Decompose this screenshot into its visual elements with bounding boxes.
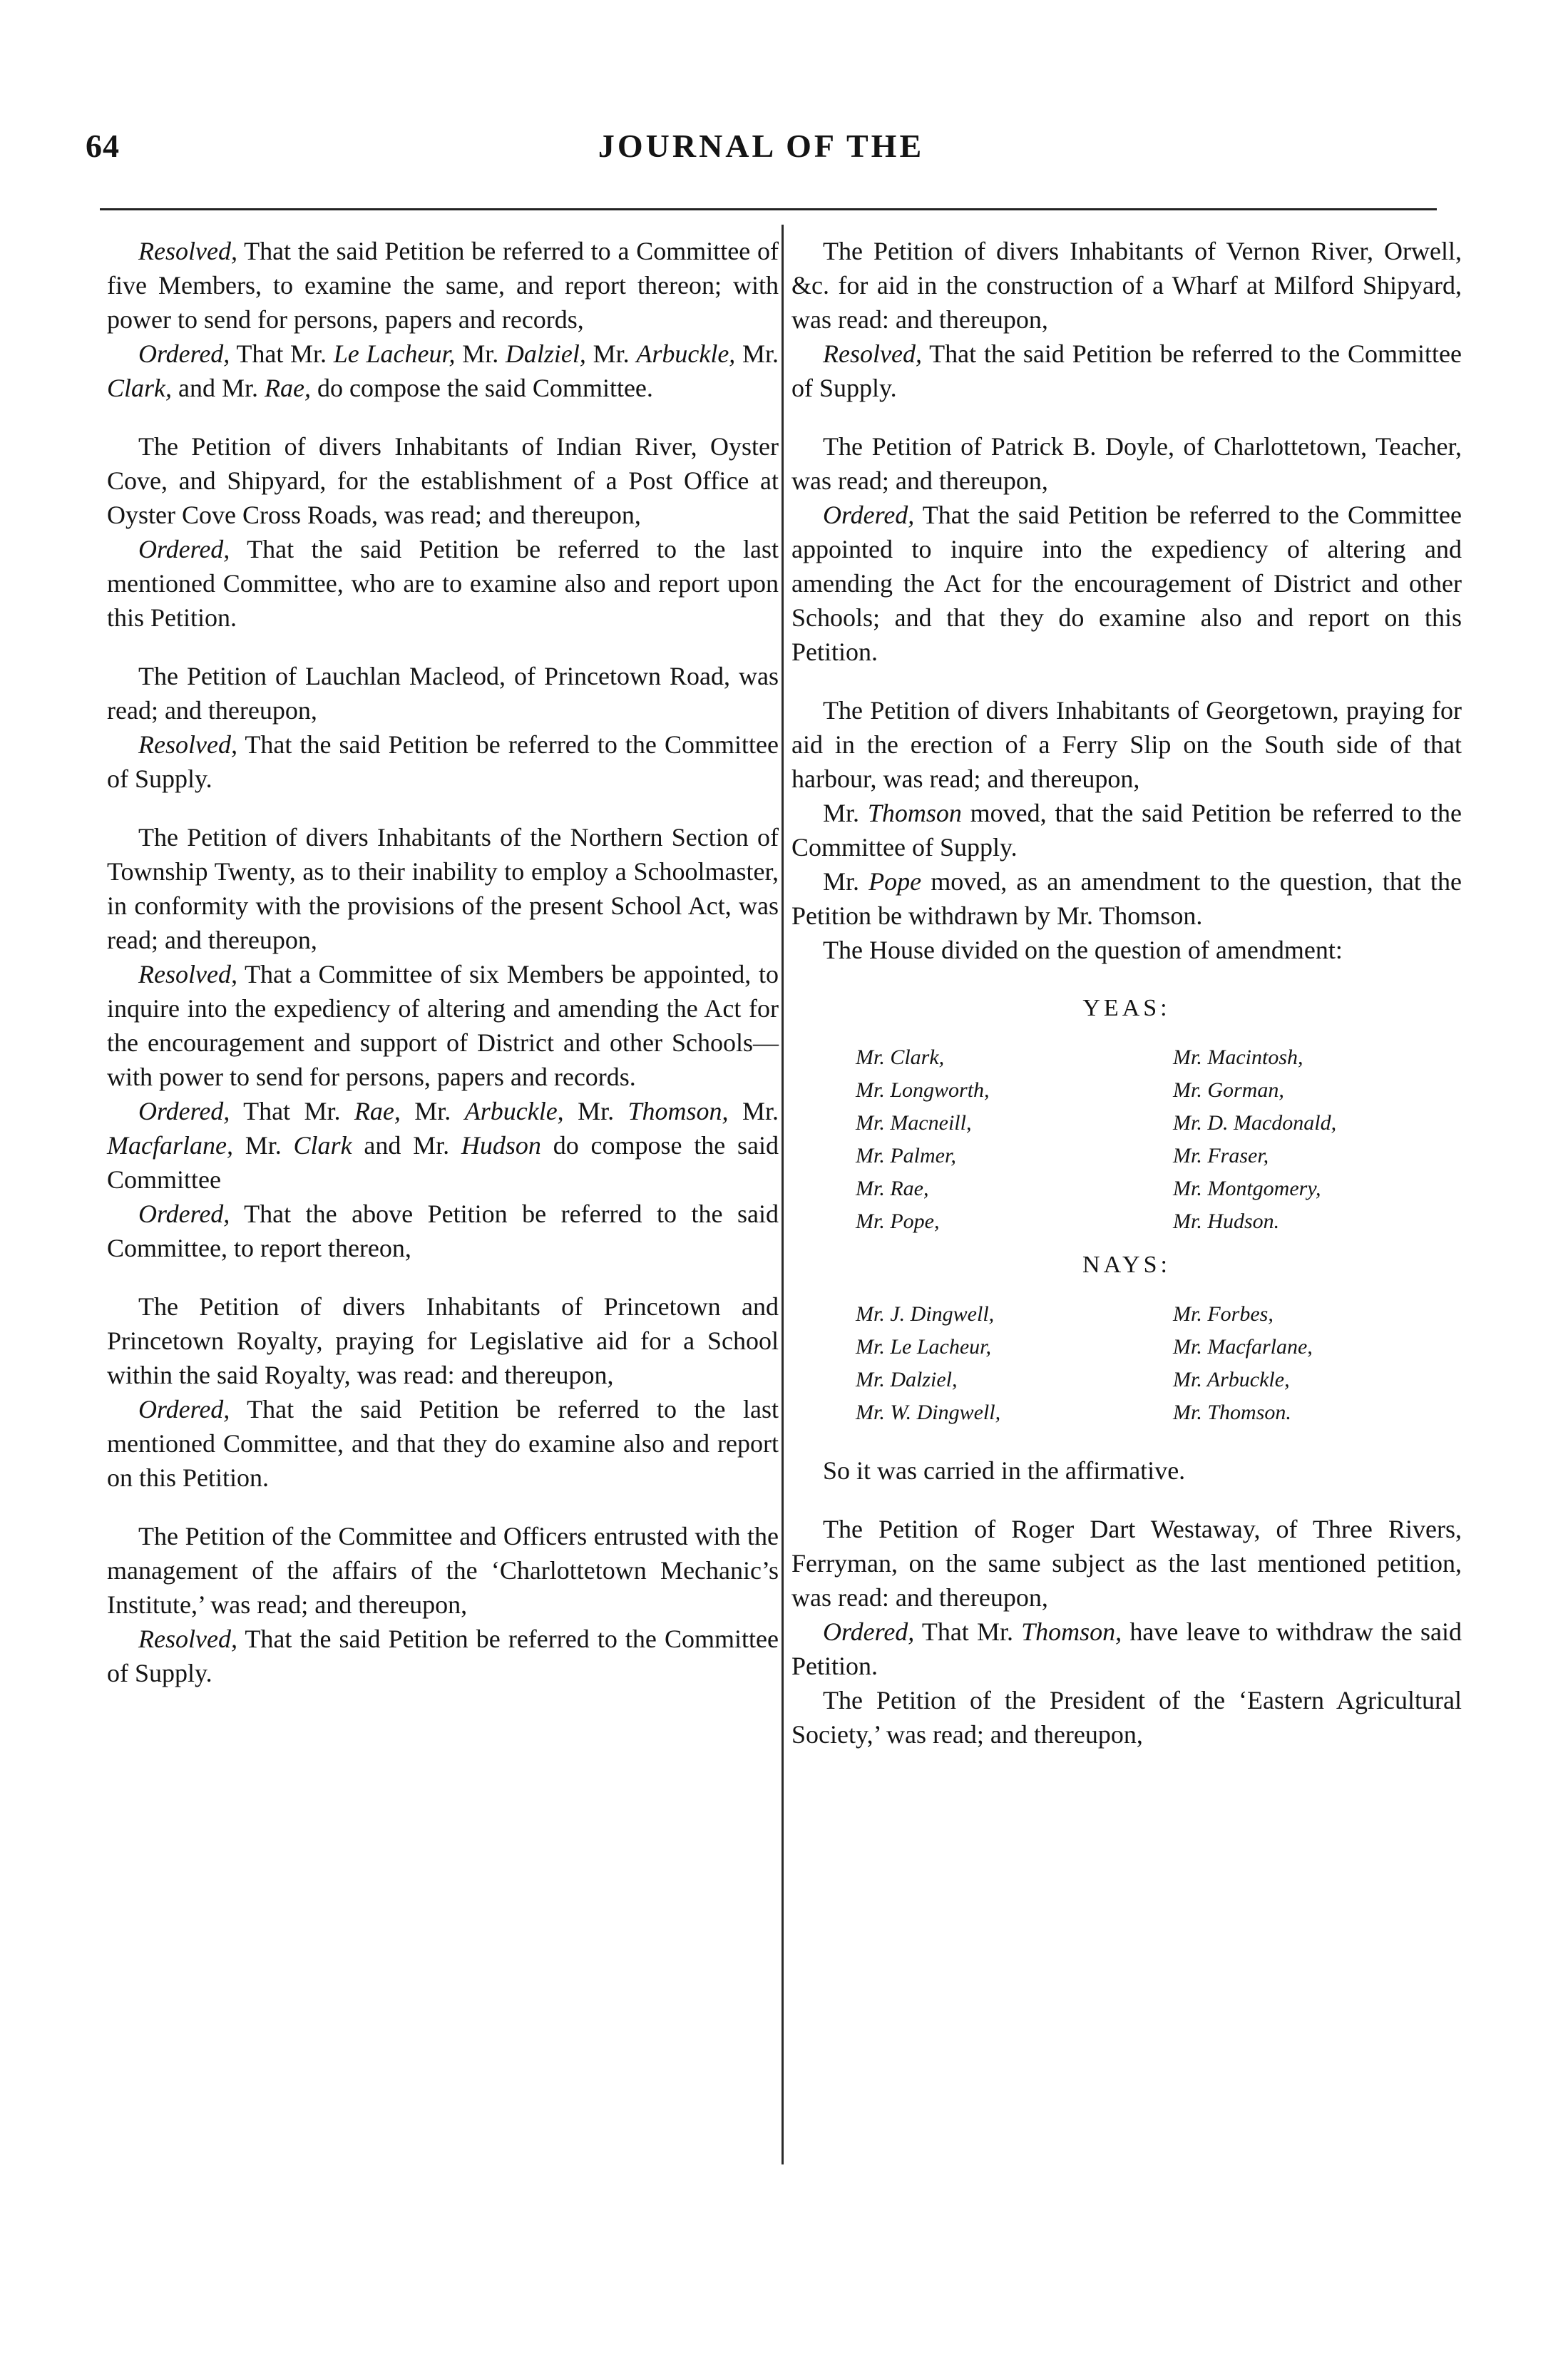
yeas-heading: YEAS:: [1082, 995, 1171, 1021]
nay-member: Mr. Forbes,: [1173, 1302, 1274, 1326]
paragraph-vernon-river-petition: The Petition of divers Inhabitants of Vernon River, Orwell, &c. for aid in the construction of a Wharf at Milford Shipyard, was read: and thereupon, Resolved, That the said Petition be referred to the Committee of Supply.: [791, 234, 1462, 405]
agricultural-society-petition: The Petition of the President of the ‘Eastern Agricultural Society,’ was read; and thereupon,: [791, 1686, 1462, 1749]
yea-member: Mr. Macintosh,: [1173, 1046, 1303, 1069]
nay-member: Mr. J. Dingwell,: [856, 1302, 995, 1326]
nays-heading: NAYS:: [1082, 1252, 1171, 1278]
yea-member: Mr. Hudson.: [1173, 1210, 1280, 1233]
yeas-list: [791, 1041, 1462, 1238]
paragraph-committee-five: [107, 234, 779, 405]
nay-member: Mr. Thomson.: [1173, 1401, 1291, 1424]
motion-line: Mr. Thomson moved, that the said Petition be referred to the Committee of Supply.: [791, 799, 1462, 862]
resolution-line: Resolved, That the said Petition be referred to a Committee of five Members, to examine the same, and report thereon; with power to send for persons, papers and records,: [107, 237, 779, 334]
running-title: JOURNAL OF THE: [598, 128, 925, 164]
left-column: [107, 234, 779, 1714]
paragraph-indian-river-petition: The Petition of divers Inhabitants of Indian River, Oyster Cove, and Shipyard, for the establishment of a Post Office at Oyster Cove Cross Roads, was read; and thereupon, Ordered, That the said Petition be referred to the last mentioned Committee, who are to examine also and report upon this Petition.: [107, 429, 779, 635]
yea-member: Mr. Clark,: [856, 1046, 945, 1069]
yea-member: Mr. Fraser,: [1173, 1144, 1269, 1167]
nay-member: Mr. W. Dingwell,: [856, 1401, 1001, 1424]
nay-member: Mr. Arbuckle,: [1173, 1368, 1290, 1391]
order-line: Ordered, That Mr. Rae, Mr. Arbuckle, Mr. Thomson, Mr. Macfarlane, Mr. Clark and Mr. Hudson do compose the said Committee: [107, 1097, 779, 1194]
resolution-line: Resolved, That the said Petition be referred to the Committee of Supply.: [791, 339, 1462, 402]
right-column: [791, 234, 1462, 1776]
yea-member: Mr. Rae,: [856, 1177, 929, 1200]
order-line: Ordered, That the said Petition be referred to the last mentioned Committee, who are to examine also and report upon this Petition.: [107, 535, 779, 632]
paragraph-doyle-petition: The Petition of Patrick B. Doyle, of Charlottetown, Teacher, was read; and thereupon, Ordered, That the said Petition be referred to the Committee appointed to inquire into the expediency of altering and amending the Act for the encouragement of District and other Schools; and that they do examine also and report on this Petition.: [791, 429, 1462, 669]
yea-member: Mr. Gorman,: [1173, 1078, 1284, 1102]
resolution-line: Resolved, That the said Petition be referred to the Committee of Supply.: [107, 730, 779, 793]
yea-member: Mr. D. Macdonald,: [1173, 1111, 1337, 1135]
yea-member: Mr. Palmer,: [856, 1144, 956, 1167]
yea-member: Mr. Montgomery,: [1173, 1177, 1321, 1200]
yea-member: Mr. Longworth,: [856, 1078, 990, 1102]
amendment-line: Mr. Pope moved, as an amendment to the question, that the Petition be withdrawn by Mr. Thomson.: [791, 867, 1462, 930]
nay-member: Mr. Macfarlane,: [1173, 1335, 1313, 1359]
header-rule: [100, 208, 1437, 210]
page-number: 64: [86, 128, 120, 164]
order-line: Ordered, That the said Petition be referred to the Committee appointed to inquire into the expediency of altering and amending the Act for the encouragement of District and other Schools; and that they do examine also and report on this Petition.: [791, 501, 1462, 666]
resolution-line: Resolved, That a Committee of six Members be appointed, to inquire into the expediency of altering and amending the Act for the encouragement and support of District and other Schools—with power to send for persons, papers and records.: [107, 960, 779, 1091]
nays-list: [791, 1298, 1462, 1429]
paragraph-westaway-petition: The Petition of Roger Dart Westaway, of Three Rivers, Ferryman, on the same subject as the last mentioned petition, was read: and thereupon, Ordered, That Mr. Thomson, have leave to withdraw the said Petition. The Petition of the President of the ‘Eastern Agricultural Society,’ was read; and thereupon,: [791, 1512, 1462, 1752]
paragraph-macleod-petition: The Petition of Lauchlan Macleod, of Princetown Road, was read; and thereupon, Resolved, That the said Petition be referred to the Committee of Supply.: [107, 659, 779, 796]
order-line: Ordered, That Mr. Le Lacheur, Mr. Dalziel, Mr. Arbuckle, Mr. Clark, and Mr. Rae, do compose the said Committee.: [107, 339, 779, 402]
division-vote: [791, 991, 1462, 1429]
paragraph-georgetown-petition: The Petition of divers Inhabitants of Georgetown, praying for aid in the erection of a Ferry Slip on the South side of that harbour, was read; and thereupon, Mr. Thomson moved, that the said Petition be referred to the Committee of Supply. Mr. Pope moved, as an amendment to the question, that the Petition be withdrawn by Mr. Thomson. The House divided on the question of amendment:: [791, 696, 1462, 964]
column-divider: [782, 225, 784, 2164]
division-result: So it was carried in the affirmative.: [823, 1456, 1186, 1485]
order-line: Ordered, That the above Petition be referred to the said Committee, to report thereon,: [107, 1200, 779, 1262]
yea-member: Mr. Macneill,: [856, 1111, 972, 1135]
order-line: Ordered, That the said Petition be referred to the last mentioned Committee, and that they do examine also and report on this Petition.: [107, 1395, 779, 1492]
paragraph-princetown-petition: The Petition of divers Inhabitants of Princetown and Princetown Royalty, praying for Legislative aid for a School within the said Royalty, was read: and thereupon, Ordered, That the said Petition be referred to the last mentioned Committee, and that they do examine also and report on this Petition.: [107, 1289, 779, 1495]
paragraph-mechanics-institute-petition: The Petition of the Committee and Officers entrusted with the management of the affairs of the ‘Charlottetown Mechanic’s Institute,’ was read; and thereupon, Resolved, That the said Petition be referred to the Committee of Supply.: [107, 1519, 779, 1690]
resolution-line: Resolved, That the said Petition be referred to the Committee of Supply.: [107, 1625, 779, 1687]
order-line: Ordered, That Mr. Thomson, have leave to withdraw the said Petition.: [791, 1617, 1462, 1680]
yea-member: Mr. Pope,: [856, 1210, 940, 1233]
paragraph-township-twenty-petition: The Petition of divers Inhabitants of the Northern Section of Township Twenty, as to their inability to employ a Schoolmaster, in conformity with the provisions of the present School Act, was read; and thereupon, Resolved, That a Committee of six Members be appointed, to inquire into the expediency of altering and amending the Act for the encouragement and support of District and other Schools—with power to send for persons, papers and records. Ordered, That Mr. Rae, Mr. Arbuckle, Mr. Thomson, Mr. Macfarlane, Mr. Clark and Mr. Hudson do compose the said Committee Ordered, That the above Petition be referred to the said Committee, to report thereon,: [107, 820, 779, 1265]
nay-member: Mr. Dalziel,: [856, 1368, 958, 1391]
page-header: [86, 127, 1437, 184]
nay-member: Mr. Le Lacheur,: [856, 1335, 992, 1359]
